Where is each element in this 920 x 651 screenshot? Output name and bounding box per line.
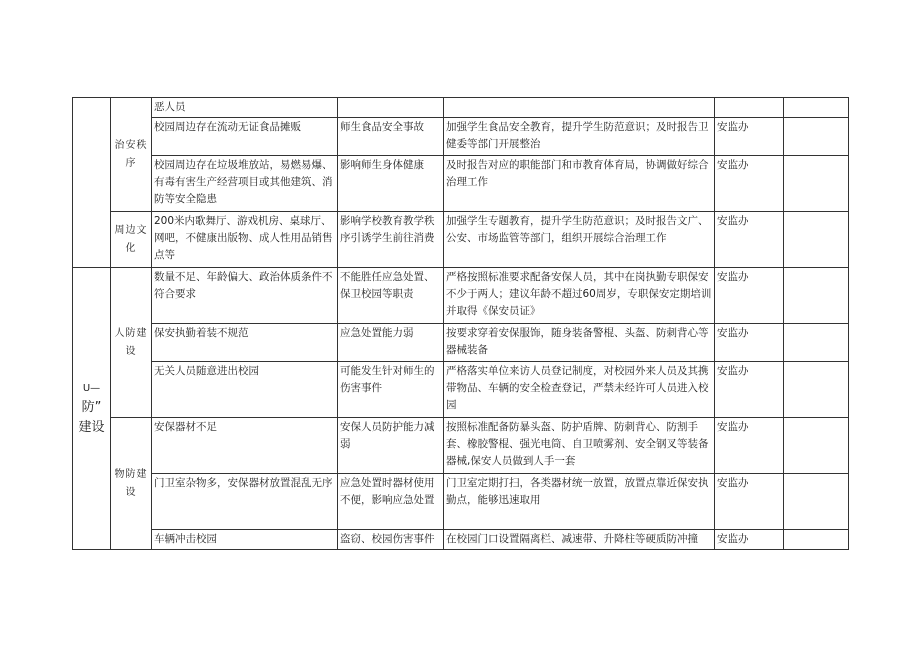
risk-cell: 200米内歌舞厅、游戏机房、桌球厅、网吧，不健康出版物、成人性用品销售点等 <box>152 212 338 268</box>
harm-cell: 安保人员防护能力减弱 <box>338 418 444 474</box>
harm-cell: 师生食品安全事故 <box>338 118 444 156</box>
measure-cell: 在校园门口设置隔离栏、减速带、升降柱等硬质防冲撞 <box>444 530 715 550</box>
section-fang-line3: 建设 <box>78 419 105 435</box>
harm-cell: 盗窃、校园伤害事件 <box>338 530 444 550</box>
table-row <box>73 98 849 118</box>
harm-cell <box>338 98 444 118</box>
harm-cell: 应急处置能力弱 <box>338 324 444 362</box>
risk-cell: 安保器材不足 <box>152 418 338 474</box>
table-row <box>73 156 849 212</box>
section-zhian: 治安秩序 <box>111 98 152 212</box>
risk-cell: 车辆冲击校园 <box>152 530 338 550</box>
table-row <box>73 418 849 474</box>
harm-cell: 影响师生身体健康 <box>338 156 444 212</box>
risk-cell: 门卫室杂物多，安保器材放置混乱无序 <box>152 474 338 530</box>
measure-cell: 加强学生食品安全教育，提升学生防范意识；及时报告卫健委等部门开展整治 <box>444 118 715 156</box>
dept-cell <box>715 98 784 118</box>
measure-cell <box>444 98 715 118</box>
section-wufang: 物防建设 <box>111 418 152 550</box>
table-row <box>73 362 849 418</box>
risk-cell: 校园周边存在流动无证食品摊贩 <box>152 118 338 156</box>
dept-cell: 安监办 <box>715 156 784 212</box>
blank-category-cell <box>73 98 111 268</box>
measure-cell: 门卫室定期打扫，各类器材统一放置，放置点靠近保安执勤点，能够迅速取用 <box>444 474 715 530</box>
note-cell <box>784 324 849 362</box>
section-fang-line2: 防” <box>81 399 102 415</box>
measure-cell: 按要求穿着安保服饰，随身装备警棍、头盔、防刺背心等器械装备 <box>444 324 715 362</box>
dept-cell: 安监办 <box>715 324 784 362</box>
harm-cell: 不能胜任应急处置、保卫校园等职责 <box>338 268 444 324</box>
table-row <box>73 530 849 550</box>
table-row <box>73 474 849 530</box>
table-row <box>73 268 849 324</box>
risk-cell: 无关人员随意进出校园 <box>152 362 338 418</box>
dept-cell: 安监办 <box>715 474 784 530</box>
note-cell <box>784 474 849 530</box>
measure-cell: 加强学生专题教育，提升学生防范意识；及时报告文广、公安、市场监管等部门，组织开展综合治理工作 <box>444 212 715 268</box>
risk-cell: 校园周边存在垃圾堆放站，易燃易爆、有毒有害生产经营项目或其他建筑、消防等安全隐患 <box>152 156 338 212</box>
risk-cell: 保安执勤着装不规范 <box>152 324 338 362</box>
note-cell <box>784 98 849 118</box>
risk-table <box>72 97 849 550</box>
section-fang <box>73 268 111 550</box>
table-row <box>73 118 849 156</box>
section-zhoubian: 周边文化 <box>111 212 152 268</box>
note-cell <box>784 118 849 156</box>
note-cell <box>784 212 849 268</box>
dept-cell: 安监办 <box>715 530 784 550</box>
note-cell <box>784 530 849 550</box>
measure-cell: 严格落实单位来访人员登记制度，对校园外来人员及其携带物品、车辆的安全检查登记，严禁未经许可人员进入校园 <box>444 362 715 418</box>
measure-cell: 按照标准配备防暴头盔、防护盾牌、防刺背心、防割手套、橡胶警棍、强光电筒、自卫喷雾剂、安全钢叉等装备器械,保安人员做到人手一套 <box>444 418 715 474</box>
note-cell <box>784 362 849 418</box>
measure-cell: 严格按照标准要求配备安保人员，其中在岗执勤专职保安不少于两人；建议年龄不超过60周岁，专职保安定期培训并取得《保安员证》 <box>444 268 715 324</box>
note-cell <box>784 418 849 474</box>
section-renfang: 人防建设 <box>111 268 152 418</box>
note-cell <box>784 268 849 324</box>
table-row <box>73 212 849 268</box>
dept-cell: 安监办 <box>715 362 784 418</box>
harm-cell: 可能发生针对师生的伤害事件 <box>338 362 444 418</box>
dept-cell: 安监办 <box>715 118 784 156</box>
risk-cell: 数量不足、年龄偏大、政治体质条件不符合要求 <box>152 268 338 324</box>
risk-cell: 恶人员 <box>152 98 338 118</box>
dept-cell: 安监办 <box>715 268 784 324</box>
harm-cell: 应急处置时器材使用不便，影响应急处置 <box>338 474 444 530</box>
note-cell <box>784 156 849 212</box>
harm-cell: 影响学校教育教学秩序引诱学生前往消费 <box>338 212 444 268</box>
table-row <box>73 324 849 362</box>
risk-table-sheet <box>72 97 848 550</box>
dept-cell: 安监办 <box>715 418 784 474</box>
section-fang-line1: U— <box>82 382 101 394</box>
dept-cell: 安监办 <box>715 212 784 268</box>
measure-cell: 及时报告对应的职能部门和市教育体育局，协调做好综合治理工作 <box>444 156 715 212</box>
